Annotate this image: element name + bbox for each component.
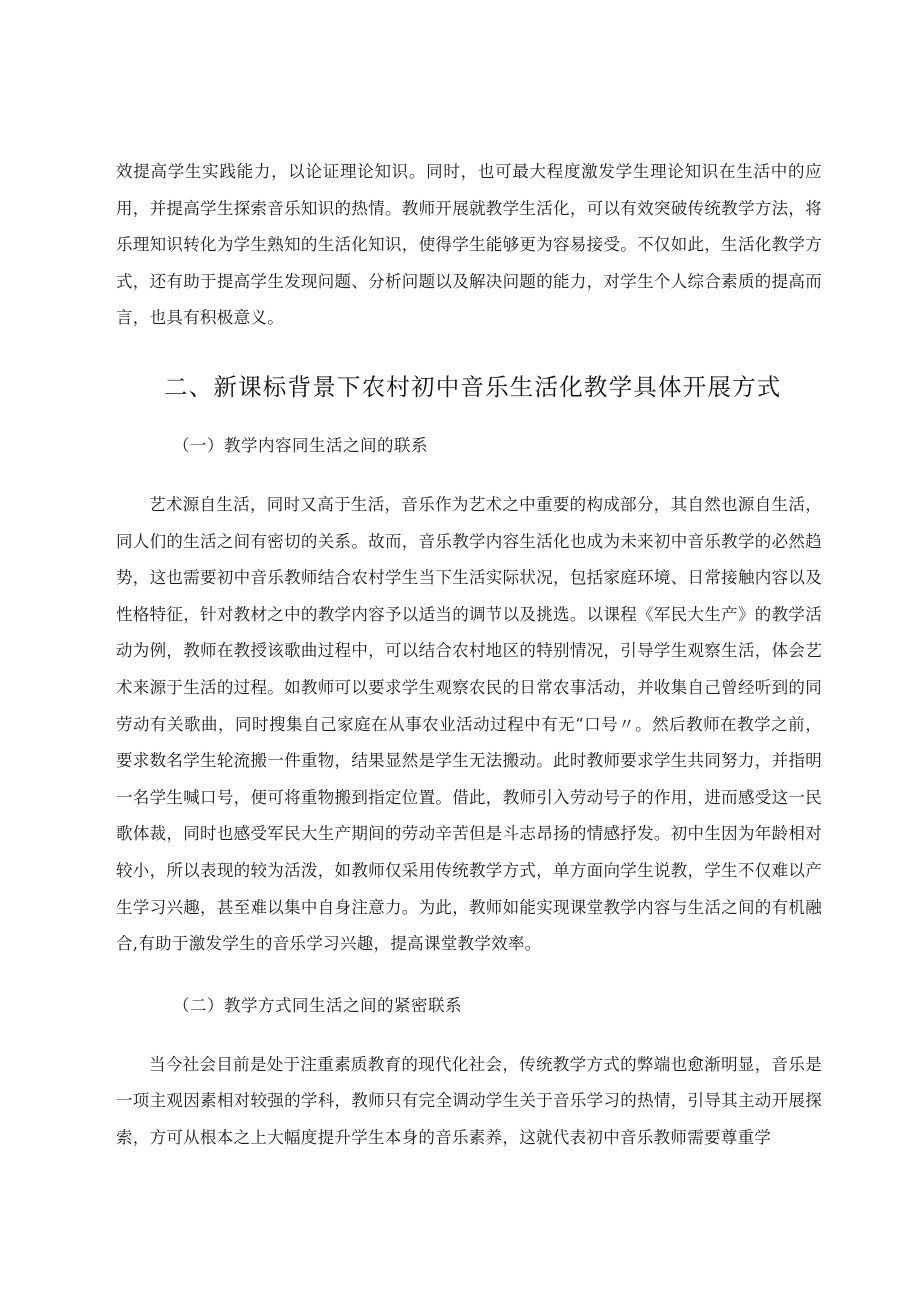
section-heading: 二、新课标背景下农村初中音乐生活化教学具体开展方式 bbox=[164, 372, 782, 401]
subsection-2-heading: （二）教学方式同生活之间的紧密联系 bbox=[173, 995, 462, 1015]
intro-paragraph: 效提高学生实践能力，以论证理论知识。同时，也可最大程度激发学生理论知识在生活中的应用，并提高学生探索音乐知识的热情。教师开展就教学生活化，可以有效突破传统教学方法，将乐理知识转化为学生熟知的生活化知识，使得学生能够更为容易接受。不仅如此，生活化教学方式，还有助于提高学生发现问题、分析问题以及解决问题的能力，对学生个人综合素质的提高而言，也具有积极意义。 bbox=[116, 162, 822, 328]
subsection-2-paragraph: 当今社会目前是处于注重素质教育的现代化社会，传统教学方式的弊端也愈渐明显，音乐是一项主观因素相对较强的学科，教师只有完全调动学生关于音乐学习的热情，引导其主动开展探索，方可从根本之上大幅度提升学生本身的音乐素养，这就代表初中音乐教师需要尊重学 bbox=[116, 1054, 822, 1147]
subsection-1-heading: （一）教学内容同生活之间的联系 bbox=[173, 435, 428, 455]
document-body bbox=[116, 154, 822, 1156]
subsection-1-paragraph: 艺术源自生活，同时又高于生活，音乐作为艺术之中重要的构成部分，其自然也源自生活，同人们的生活之间有密切的关系。故而，音乐教学内容生活化也成为未来初中音乐教学的必然趋势，这也需要初中音乐教师结合农村学生当下生活实际状况，包括家庭环境、日常接触内容以及性格特征，针对教材之中的教学内容予以适当的调节以及挑选。以课程《军民大生产》的教学活动为例，教师在教授该歌曲过程中，可以结合农村地区的特别情况，引导学生观察生活，体会艺术来源于生活的过程。如教师可以要求学生观察农民的日常农事活动，并收集自己曾经听到的同劳动有关歌曲，同时搜集自己家庭在从事农业活动过程中有无“口号〃。然后教师在教学之前，要求数名学生轮流搬一件重物，结果显然是学生无法搬动。此时教师要求学生共同努力，并指明一名学生喊口号，便可将重物搬到指定位置。借此，教师引入劳动号子的作用，进而感受这一民歌体裁，同时也感受军民大生产期间的劳动辛苦但是斗志昂扬的情感抒发。初中生因为年龄相对较小，所以表现的较为活泼，如教师仅采用传统教学方式，单方面向学生说教，学生不仅难以产生学习兴趣，甚至难以集中自身注意力。为此，教师如能实现课堂教学内容与生活之间的有机融合,有助于激发学生的音乐学习兴趣，提高课堂教学效率。 bbox=[116, 494, 822, 954]
